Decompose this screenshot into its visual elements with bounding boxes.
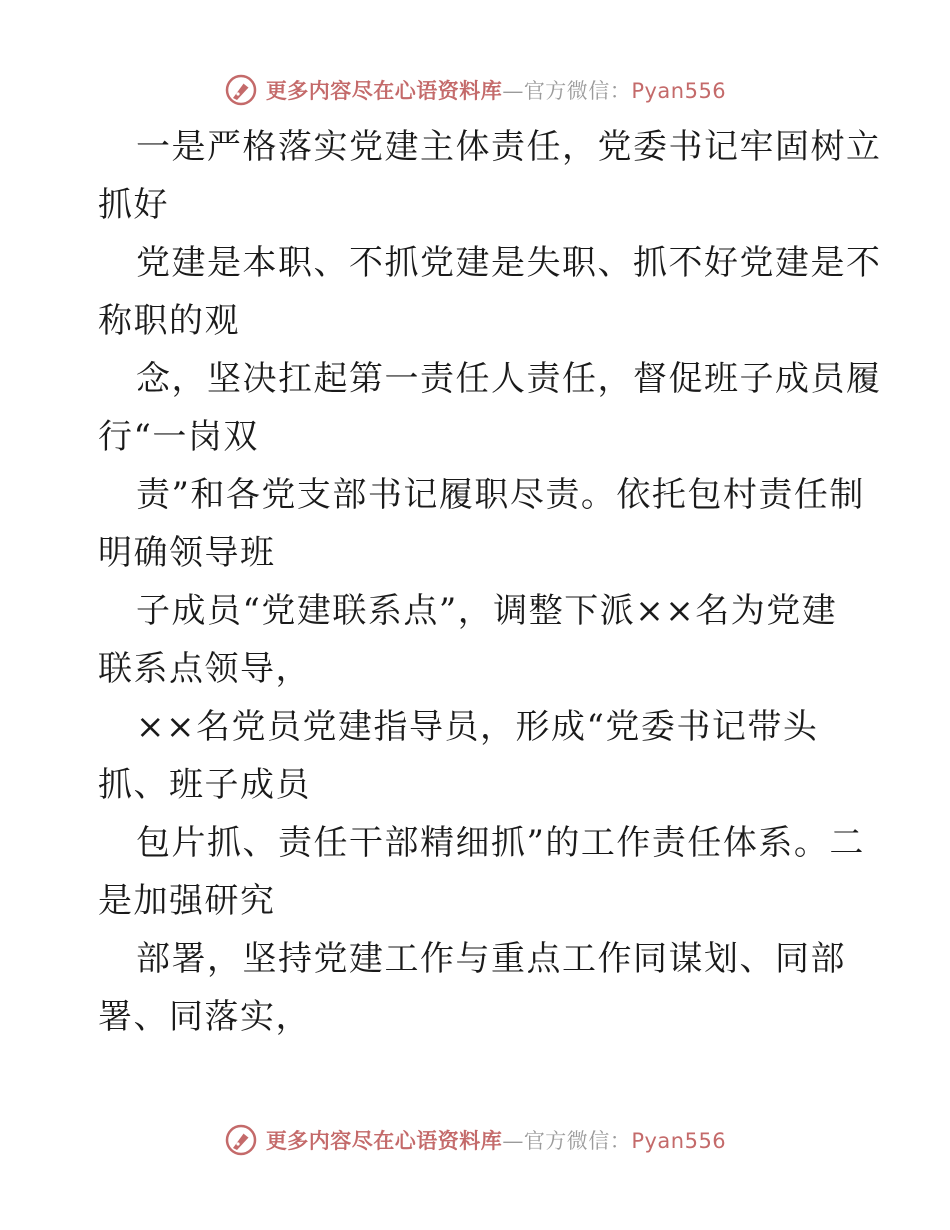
text-line: 念，坚决扛起第一责任人责任，督促班子成员履: [136, 359, 882, 399]
header-account: Pyan556: [631, 79, 727, 103]
pen-nib-logo-icon: [224, 1123, 258, 1157]
footer-wechat-label: 官方微信：: [523, 1129, 632, 1153]
text-line: ××名党员党建指导员，形成“党委书记带头: [136, 707, 819, 747]
body-text: [98, 118, 882, 1046]
text-line: 是加强研究: [98, 881, 276, 921]
footer-account: Pyan556: [631, 1129, 727, 1153]
text-line: 党建是本职、不抓党建是失职、抓不好党建是不: [136, 243, 882, 283]
header-brand-text: 更多内容尽在心语资料库: [265, 78, 503, 103]
header-banner-text: [266, 75, 726, 105]
text-line: 行“一岗双: [98, 417, 259, 457]
text-line: 包片抓、责任干部精细抓”的工作责任体系。二: [136, 823, 865, 863]
text-line: 子成员“党建联系点”，调整下派××名为党建: [136, 591, 838, 631]
footer-separator: —: [502, 1129, 524, 1153]
text-line: 联系点领导，: [98, 649, 311, 689]
text-line: 一是严格落实党建主体责任，党委书记牢固树立: [136, 127, 882, 167]
text-line: 署、同落实，: [98, 997, 311, 1037]
text-line: 称职的观: [98, 301, 240, 341]
text-line: 抓、班子成员: [98, 765, 311, 805]
footer-banner-text: [266, 1125, 726, 1155]
header-wechat-label: 官方微信：: [523, 79, 632, 103]
footer-brand-text: 更多内容尽在心语资料库: [265, 1128, 503, 1153]
header-separator: —: [502, 79, 524, 103]
footer-banner: [0, 1120, 950, 1160]
header-banner: [0, 70, 950, 110]
text-line: 责”和各党支部书记履职尽责。依托包村责任制: [136, 475, 865, 515]
text-line: 明确领导班: [98, 533, 276, 573]
text-line: 抓好: [98, 185, 169, 225]
text-line: 部署，坚持党建工作与重点工作同谋划、同部: [136, 939, 846, 979]
pen-nib-logo-icon: [224, 73, 258, 107]
